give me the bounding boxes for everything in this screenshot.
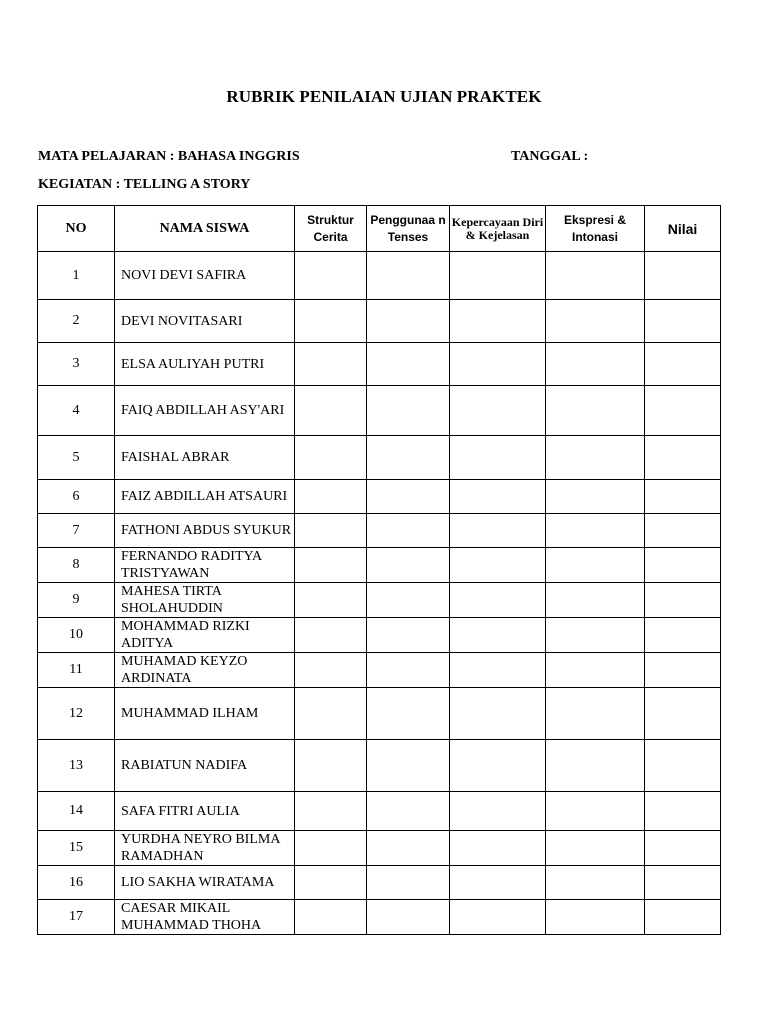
header-kepercayaan-diri: Kepercayaan Diri & Kejelasan <box>450 206 546 252</box>
student-name: FAISHAL ABRAR <box>115 436 295 480</box>
score-nilai-cell[interactable] <box>645 252 721 300</box>
score-penggunaan-tenses-cell[interactable] <box>367 386 450 436</box>
score-ekspresi-intonasi-cell[interactable] <box>546 653 645 688</box>
score-kepercayaan-diri-cell[interactable] <box>450 740 546 792</box>
score-nilai-cell[interactable] <box>645 343 721 386</box>
score-struktur-cerita-cell[interactable] <box>295 688 367 740</box>
score-penggunaan-tenses-cell[interactable] <box>367 900 450 935</box>
subject-label: MATA PELAJARAN : BAHASA INGGRIS <box>38 149 300 164</box>
score-kepercayaan-diri-cell[interactable] <box>450 386 546 436</box>
student-name: MOHAMMAD RIZKI ADITYA <box>115 618 295 653</box>
student-name: FAIZ ABDILLAH ATSAURI <box>115 480 295 514</box>
score-penggunaan-tenses-cell[interactable] <box>367 792 450 831</box>
row-number: 7 <box>38 514 115 548</box>
score-struktur-cerita-cell[interactable] <box>295 866 367 900</box>
row-number: 14 <box>38 792 115 831</box>
score-kepercayaan-diri-cell[interactable] <box>450 831 546 866</box>
score-ekspresi-intonasi-cell[interactable] <box>546 386 645 436</box>
score-struktur-cerita-cell[interactable] <box>295 653 367 688</box>
score-ekspresi-intonasi-cell[interactable] <box>546 740 645 792</box>
row-number: 8 <box>38 548 115 583</box>
score-penggunaan-tenses-cell[interactable] <box>367 480 450 514</box>
score-nilai-cell[interactable] <box>645 583 721 618</box>
score-struktur-cerita-cell[interactable] <box>295 548 367 583</box>
score-ekspresi-intonasi-cell[interactable] <box>546 436 645 480</box>
score-struktur-cerita-cell[interactable] <box>295 514 367 548</box>
row-number: 3 <box>38 343 115 386</box>
score-struktur-cerita-cell[interactable] <box>295 252 367 300</box>
header-struktur-cerita: Struktur Cerita <box>295 206 367 252</box>
score-ekspresi-intonasi-cell[interactable] <box>546 792 645 831</box>
score-penggunaan-tenses-cell[interactable] <box>367 653 450 688</box>
row-number: 13 <box>38 740 115 792</box>
score-penggunaan-tenses-cell[interactable] <box>367 618 450 653</box>
date-label: TANGGAL : <box>511 149 589 164</box>
score-ekspresi-intonasi-cell[interactable] <box>546 548 645 583</box>
table-row <box>38 480 721 514</box>
student-name: FATHONI ABDUS SYUKUR <box>115 514 295 548</box>
score-kepercayaan-diri-cell[interactable] <box>450 436 546 480</box>
student-name: NOVI DEVI SAFIRA <box>115 252 295 300</box>
table-row <box>38 386 721 436</box>
score-kepercayaan-diri-cell[interactable] <box>450 514 546 548</box>
table-row <box>38 514 721 548</box>
student-name: FERNANDO RADITYA TRISTYAWAN <box>115 548 295 583</box>
score-ekspresi-intonasi-cell[interactable] <box>546 866 645 900</box>
table-row <box>38 688 721 740</box>
score-penggunaan-tenses-cell[interactable] <box>367 343 450 386</box>
row-number: 10 <box>38 618 115 653</box>
score-kepercayaan-diri-cell[interactable] <box>450 480 546 514</box>
score-ekspresi-intonasi-cell[interactable] <box>546 480 645 514</box>
score-struktur-cerita-cell[interactable] <box>295 300 367 343</box>
score-penggunaan-tenses-cell[interactable] <box>367 688 450 740</box>
assessment-table <box>37 205 721 935</box>
row-number: 11 <box>38 653 115 688</box>
row-number: 16 <box>38 866 115 900</box>
score-penggunaan-tenses-cell[interactable] <box>367 514 450 548</box>
table-row <box>38 583 721 618</box>
activity-label: KEGIATAN : TELLING A STORY <box>38 177 251 192</box>
score-penggunaan-tenses-cell[interactable] <box>367 583 450 618</box>
score-ekspresi-intonasi-cell[interactable] <box>546 300 645 343</box>
row-number: 17 <box>38 900 115 935</box>
score-ekspresi-intonasi-cell[interactable] <box>546 252 645 300</box>
header-name: NAMA SISWA <box>115 206 295 252</box>
score-nilai-cell[interactable] <box>645 436 721 480</box>
row-number: 2 <box>38 300 115 343</box>
score-struktur-cerita-cell[interactable] <box>295 618 367 653</box>
score-ekspresi-intonasi-cell[interactable] <box>546 900 645 935</box>
score-struktur-cerita-cell[interactable] <box>295 740 367 792</box>
score-penggunaan-tenses-cell[interactable] <box>367 548 450 583</box>
score-kepercayaan-diri-cell[interactable] <box>450 688 546 740</box>
score-nilai-cell[interactable] <box>645 688 721 740</box>
score-nilai-cell[interactable] <box>645 792 721 831</box>
score-struktur-cerita-cell[interactable] <box>295 583 367 618</box>
score-struktur-cerita-cell[interactable] <box>295 386 367 436</box>
table-row <box>38 740 721 792</box>
student-name: RABIATUN NADIFA <box>115 740 295 792</box>
row-number: 4 <box>38 386 115 436</box>
score-penggunaan-tenses-cell[interactable] <box>367 252 450 300</box>
score-nilai-cell[interactable] <box>645 480 721 514</box>
header-ekspresi-intonasi: Ekspresi & Intonasi <box>546 206 645 252</box>
score-struktur-cerita-cell[interactable] <box>295 436 367 480</box>
student-name: ELSA AULIYAH PUTRI <box>115 343 295 386</box>
row-number: 15 <box>38 831 115 866</box>
row-number: 6 <box>38 480 115 514</box>
student-name: FAIQ ABDILLAH ASY'ARI <box>115 386 295 436</box>
student-name: MUHAMAD KEYZO ARDINATA <box>115 653 295 688</box>
row-number: 9 <box>38 583 115 618</box>
score-kepercayaan-diri-cell[interactable] <box>450 792 546 831</box>
row-number: 1 <box>38 252 115 300</box>
score-nilai-cell[interactable] <box>645 386 721 436</box>
score-kepercayaan-diri-cell[interactable] <box>450 618 546 653</box>
table-row <box>38 653 721 688</box>
score-nilai-cell[interactable] <box>645 831 721 866</box>
score-ekspresi-intonasi-cell[interactable] <box>546 343 645 386</box>
header-row <box>38 206 721 252</box>
score-struktur-cerita-cell[interactable] <box>295 831 367 866</box>
score-nilai-cell[interactable] <box>645 866 721 900</box>
student-rows <box>38 252 721 935</box>
score-kepercayaan-diri-cell[interactable] <box>450 252 546 300</box>
score-ekspresi-intonasi-cell[interactable] <box>546 688 645 740</box>
score-nilai-cell[interactable] <box>645 548 721 583</box>
score-penggunaan-tenses-cell[interactable] <box>367 436 450 480</box>
score-penggunaan-tenses-cell[interactable] <box>367 831 450 866</box>
score-kepercayaan-diri-cell[interactable] <box>450 583 546 618</box>
student-name: YURDHA NEYRO BILMA RAMADHAN <box>115 831 295 866</box>
score-ekspresi-intonasi-cell[interactable] <box>546 831 645 866</box>
score-nilai-cell[interactable] <box>645 653 721 688</box>
score-kepercayaan-diri-cell[interactable] <box>450 343 546 386</box>
student-name: MAHESA TIRTA SHOLAHUDDIN <box>115 583 295 618</box>
header-nilai: Nilai <box>645 206 721 252</box>
student-name: MUHAMMAD ILHAM <box>115 688 295 740</box>
student-name: DEVI NOVITASARI <box>115 300 295 343</box>
page-title: RUBRIK PENILAIAN UJIAN PRAKTEK <box>226 87 542 106</box>
table-row <box>38 866 721 900</box>
student-name: CAESAR MIKAIL MUHAMMAD THOHA <box>115 900 295 935</box>
score-kepercayaan-diri-cell[interactable] <box>450 300 546 343</box>
student-name: SAFA FITRI AULIA <box>115 792 295 831</box>
score-kepercayaan-diri-cell[interactable] <box>450 900 546 935</box>
row-number: 5 <box>38 436 115 480</box>
score-nilai-cell[interactable] <box>645 514 721 548</box>
score-penggunaan-tenses-cell[interactable] <box>367 740 450 792</box>
score-kepercayaan-diri-cell[interactable] <box>450 653 546 688</box>
table-row <box>38 252 721 300</box>
score-struktur-cerita-cell[interactable] <box>295 792 367 831</box>
table-row <box>38 343 721 386</box>
score-nilai-cell[interactable] <box>645 618 721 653</box>
table-row <box>38 436 721 480</box>
score-kepercayaan-diri-cell[interactable] <box>450 548 546 583</box>
table-row <box>38 900 721 935</box>
score-nilai-cell[interactable] <box>645 900 721 935</box>
table-row <box>38 618 721 653</box>
table-row <box>38 548 721 583</box>
score-nilai-cell[interactable] <box>645 740 721 792</box>
score-ekspresi-intonasi-cell[interactable] <box>546 583 645 618</box>
score-struktur-cerita-cell[interactable] <box>295 900 367 935</box>
header-penggunaan-tenses: Penggunaa n Tenses <box>367 206 450 252</box>
table-row <box>38 300 721 343</box>
header-no: NO <box>38 206 115 252</box>
score-ekspresi-intonasi-cell[interactable] <box>546 514 645 548</box>
score-struktur-cerita-cell[interactable] <box>295 343 367 386</box>
table-row <box>38 792 721 831</box>
row-number: 12 <box>38 688 115 740</box>
student-name: LIO SAKHA WIRATAMA <box>115 866 295 900</box>
score-penggunaan-tenses-cell[interactable] <box>367 300 450 343</box>
score-struktur-cerita-cell[interactable] <box>295 480 367 514</box>
score-kepercayaan-diri-cell[interactable] <box>450 866 546 900</box>
score-ekspresi-intonasi-cell[interactable] <box>546 618 645 653</box>
score-nilai-cell[interactable] <box>645 300 721 343</box>
score-penggunaan-tenses-cell[interactable] <box>367 866 450 900</box>
table-row <box>38 831 721 866</box>
